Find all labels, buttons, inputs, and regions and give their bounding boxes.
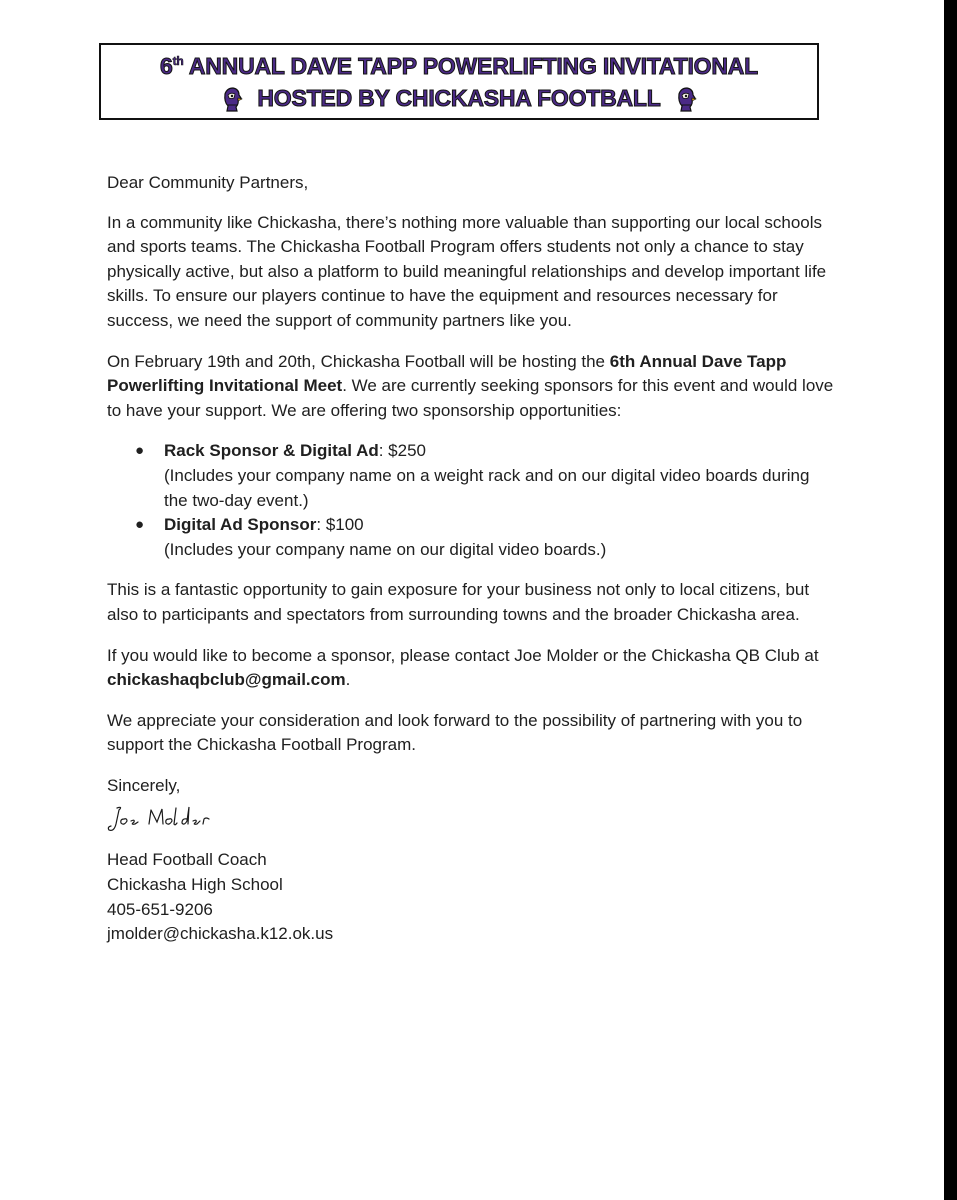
event-paragraph: On February 19th and 20th, Chickasha Football will be hosting the 6th Annual Dave Tapp Powerlifting Invitational Meet. We are currently seeking sponsors for this event and would love to have your support. We are offering two sponsorship opportunities: [107,351,834,420]
option-description: (Includes your company name on our digital video boards.) [164,539,607,559]
title-text: ANNUAL DAVE TAPP POWERLIFTING INVITATIONAL [183,53,759,79]
exposure-paragraph: This is a fantastic opportunity to gain exposure for your business not only to local citizens, but also to participants and spectators from surrounding towns and the broader Chickasha area. [107,580,810,624]
host-text: HOSTED BY CHICKASHA FOOTBALL [257,85,661,111]
option-name: Digital Ad Sponsor [164,515,317,535]
handwritten-signature [107,798,837,848]
title-banner [99,43,819,120]
list-item [107,513,837,562]
fighting-chick-mascot-icon [675,86,697,112]
fighting-chick-mascot-icon [221,86,243,112]
greeting: Dear Community Partners, [107,173,309,192]
intro-paragraph: In a community like Chickasha, there’s nothing more valuable than supporting our local schools and sports teams. The Chickasha Football Program offers students not only a chance to stay physically active, but also a platform to build meaningful relationships and develop important life skills. To ensure our players continue to have the equipment and resources necessary for success, we need the support of community partners like you. [107,212,827,330]
signature-image [107,802,237,836]
title-ordinal: th [172,54,184,68]
closing: Sincerely, [107,775,181,795]
sponsorship-list [107,439,837,562]
option-price: : $250 [378,441,426,461]
contact-paragraph: If you would like to become a sponsor, please contact Joe Molder or the Chickasha QB Club at chickashaqbclub@gmail.com. [107,645,819,690]
signer-title: Head Football Coach [107,850,267,870]
screen-edge [944,0,957,1200]
signer-email: jmolder@chickasha.k12.ok.us [107,924,334,944]
contact-email: chickashaqbclub@gmail.com [107,670,346,690]
signer-block [107,848,837,946]
event-host [101,85,817,112]
option-description: (Includes your company name on a weight rack and on our digital video boards during the two-day event.) [164,465,810,510]
signer-school: Chickasha High School [107,875,283,895]
title-number: 6 [159,53,173,79]
signer-phone: 405-651-9206 [107,899,213,919]
option-name: Rack Sponsor & Digital Ad [164,441,379,461]
appreciation-paragraph: We appreciate your consideration and look forward to the possibility of partnering with you to support the Chickasha Football Program. [107,710,803,755]
option-price: : $100 [316,515,364,535]
letter-body [107,171,837,947]
bullet-icon: ● [135,442,145,460]
bullet-icon: ● [135,516,145,534]
event-name: 6th Annual Dave Tapp Powerlifting Invitational Meet [107,351,787,396]
event-title [101,53,817,80]
list-item [107,439,837,513]
